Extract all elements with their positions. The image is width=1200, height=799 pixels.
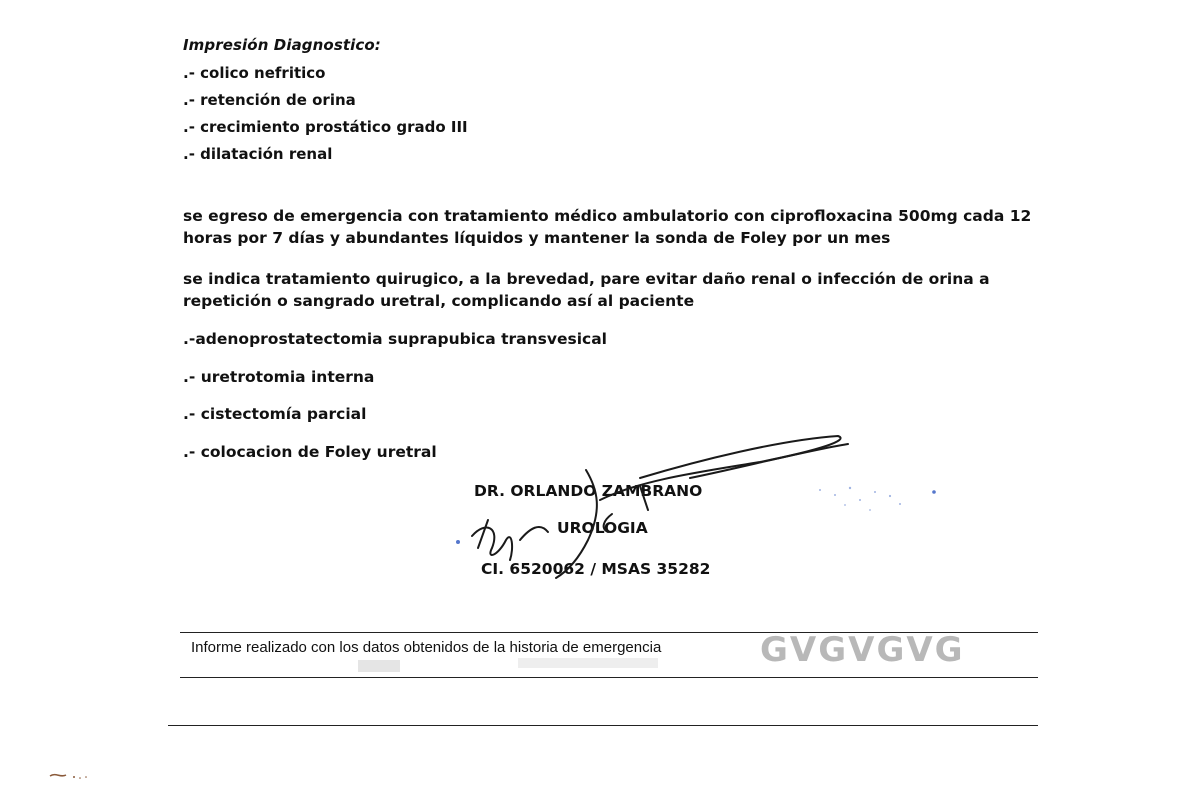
procedure-item: .- colocacion de Foley uretral bbox=[183, 443, 437, 461]
doctor-credentials: CI. 6520062 / MSAS 35282 bbox=[481, 560, 711, 578]
stamp-bleed-speckles bbox=[800, 470, 960, 520]
surgery-indication-paragraph: se indica tratamiento quirugico, a la brevedad, pare evitar daño renal o infección de orina a repetición o sangrado uretral, complicando así al paciente bbox=[183, 270, 990, 310]
diagnosis-item: .- colico nefritico bbox=[183, 64, 326, 82]
doctor-specialty: UROLOGIA bbox=[557, 519, 648, 537]
diagnosis-item: .- dilatación renal bbox=[183, 145, 333, 163]
report-note: Informe realizado con los datos obtenidos de la historia de emergencia bbox=[191, 639, 662, 656]
procedure-item: .- uretrotomia interna bbox=[183, 368, 375, 386]
treatment-paragraph: se egreso de emergencia con tratamiento médico ambulatorio con ciprofloxacina 500mg cada 12 horas por 7 días y abundantes líquidos y mantener la sonda de Foley por un mes bbox=[183, 207, 1032, 247]
mirrored-bleedthrough bbox=[330, 652, 670, 674]
diagnosis-item: .- retención de orina bbox=[183, 91, 356, 109]
svg-text:GVGVGVG: GVGVGVG bbox=[760, 632, 965, 666]
procedure-item: .-adenoprostatectomia suprapubica transvesical bbox=[183, 330, 607, 348]
divider-line bbox=[168, 725, 1038, 726]
divider-line bbox=[180, 677, 1038, 678]
doctor-name: DR. ORLANDO ZAMBRANO bbox=[474, 482, 703, 500]
paper-speck bbox=[48, 768, 108, 782]
procedure-item: .- cistectomía parcial bbox=[183, 405, 367, 423]
faded-stamp-watermark bbox=[760, 632, 970, 666]
diagnosis-item: .- crecimiento prostático grado III bbox=[183, 118, 468, 136]
diagnosis-title: Impresión Diagnostico: bbox=[183, 36, 381, 54]
diagnosis-list bbox=[183, 63, 468, 171]
